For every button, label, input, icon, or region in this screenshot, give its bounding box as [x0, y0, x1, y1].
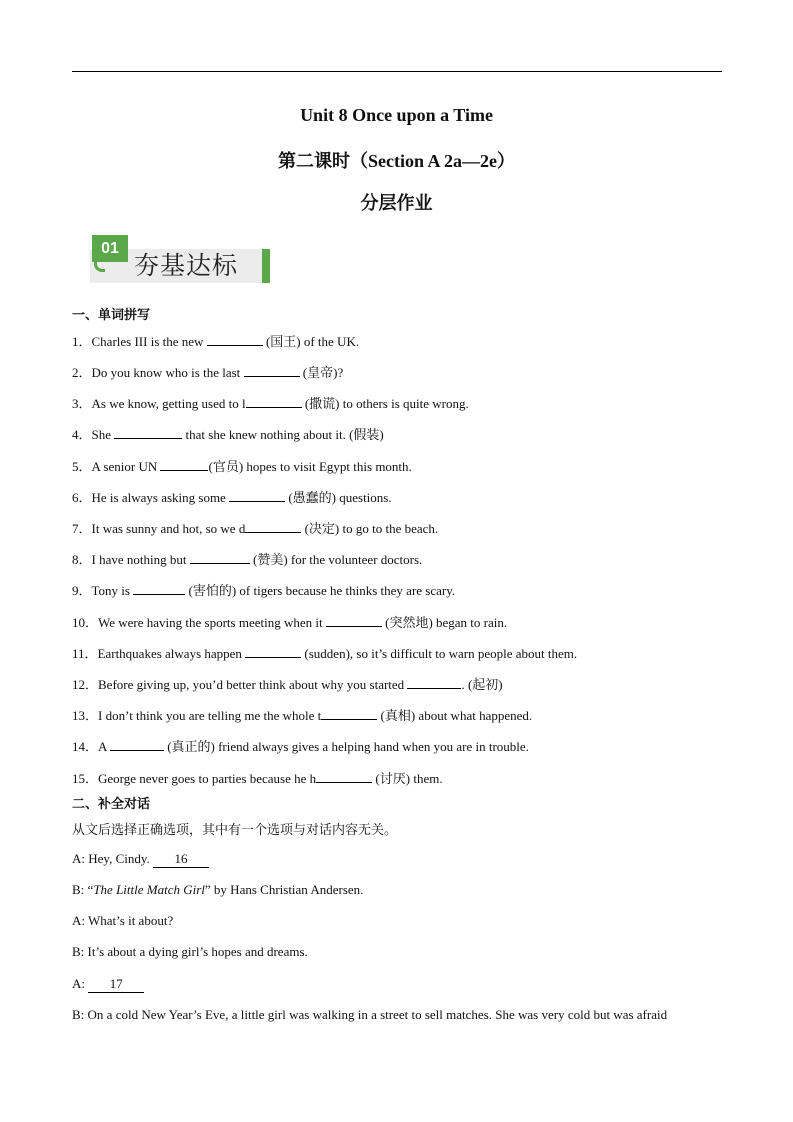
- item-text-pre: Earthquakes always happen: [97, 646, 242, 661]
- answer-blank[interactable]: [229, 488, 285, 502]
- answer-blank-numbered[interactable]: 16: [153, 851, 209, 868]
- section2-heading: 二、补全对话: [72, 797, 151, 812]
- page-title: Unit 8 Once upon a Time: [300, 105, 493, 125]
- item-text-post: (真相) about what happened.: [380, 708, 533, 723]
- item-number: 4．: [72, 427, 92, 442]
- item-number: 3．: [72, 396, 92, 411]
- answer-blank[interactable]: [316, 769, 372, 783]
- list-item: [72, 362, 343, 381]
- list-item: [72, 424, 384, 443]
- list-item: [72, 487, 392, 506]
- item-text-pre: We were having the sports meeting when it: [98, 615, 323, 630]
- item-text-pre: She: [91, 427, 112, 442]
- item-text-pre: Tony is: [91, 583, 130, 598]
- badge-bar: [262, 249, 270, 283]
- dialogue-line: [72, 851, 209, 868]
- answer-blank[interactable]: [245, 644, 301, 658]
- item-number: 12．: [72, 677, 99, 692]
- list-item: [72, 768, 443, 787]
- item-number: 2．: [72, 365, 92, 380]
- dialogue-text: A: Hey, Cindy.: [72, 851, 150, 866]
- item-text-post: (讨厌) them.: [375, 771, 443, 786]
- item-number: 6．: [72, 490, 92, 505]
- answer-blank[interactable]: [190, 550, 250, 564]
- item-text-pre: A senior UN: [91, 459, 158, 474]
- item-text-post: (真正的) friend always gives a helping hand when you are in trouble.: [167, 739, 529, 754]
- item-text-post: (国王) of the UK.: [265, 334, 360, 349]
- item-text-post: (撒谎) to others is quite wrong.: [304, 396, 469, 411]
- assignment-subtitle: 分层作业: [360, 193, 433, 213]
- item-text-pre: It was sunny and hot, so we d: [91, 521, 246, 536]
- book-title: The Little Match Girl: [93, 882, 205, 897]
- item-number: 7．: [72, 521, 92, 536]
- item-text-post: (决定) to go to the beach.: [304, 521, 439, 536]
- header-rule: [72, 71, 722, 72]
- answer-blank[interactable]: [244, 363, 300, 377]
- list-item: [72, 393, 469, 412]
- item-number: 5．: [72, 459, 92, 474]
- item-text-pre: Do you know who is the last: [91, 365, 241, 380]
- badge-label: 夯基达标: [134, 251, 239, 280]
- dialogue-line: B: It’s about a dying girl’s hopes and dreams.: [72, 944, 308, 959]
- list-item: [72, 549, 422, 568]
- item-text-pre: Before giving up, you’d better think about why you started: [98, 677, 405, 692]
- item-number: 11．: [72, 646, 98, 661]
- item-text-pre: I don’t think you are telling me the whole t: [98, 708, 322, 723]
- item-text-pre: A: [98, 739, 107, 754]
- section-badge: [84, 232, 270, 286]
- item-text-post: (突然地) began to rain.: [385, 615, 508, 630]
- list-item: [72, 736, 529, 755]
- item-number: 8．: [72, 552, 92, 567]
- item-text-post: (赞美) for the volunteer doctors.: [252, 552, 423, 567]
- answer-blank[interactable]: [326, 613, 382, 627]
- item-number: 10．: [72, 615, 99, 630]
- answer-blank[interactable]: [246, 394, 302, 408]
- answer-blank[interactable]: [110, 737, 164, 751]
- item-text-pre: Charles III is the new: [91, 334, 204, 349]
- answer-blank-numbered[interactable]: 17: [88, 976, 144, 993]
- item-text-pre: As we know, getting used to l: [91, 396, 246, 411]
- item-text-pre: He is always asking some: [91, 490, 226, 505]
- item-text-post: (官员) hopes to visit Egypt this month.: [208, 459, 412, 474]
- dialogue-line: [72, 882, 363, 898]
- item-text-pre: I have nothing but: [91, 552, 187, 567]
- list-item: [72, 705, 532, 724]
- list-item: [72, 580, 455, 599]
- item-text-post: (愚蠢的) questions.: [288, 490, 392, 505]
- answer-blank[interactable]: [245, 519, 301, 533]
- item-text-post: (皇帝)?: [302, 365, 344, 380]
- answer-blank[interactable]: [321, 706, 377, 720]
- badge-number: 01: [92, 235, 128, 262]
- list-item: [72, 612, 507, 631]
- answer-blank[interactable]: [407, 675, 461, 689]
- item-number: 9．: [72, 583, 92, 598]
- dialogue-text: A:: [72, 976, 85, 991]
- answer-blank[interactable]: [160, 457, 208, 471]
- dialogue-line: A: What’s it about?: [72, 913, 174, 928]
- section1-heading: 一、单词拼写: [72, 308, 151, 323]
- item-number: 15．: [72, 771, 99, 786]
- list-item: [72, 331, 359, 350]
- item-number: 13．: [72, 708, 99, 723]
- item-text-post: . (起初): [461, 677, 503, 692]
- list-item: [72, 456, 412, 475]
- list-item: [72, 643, 577, 662]
- answer-blank[interactable]: [133, 581, 185, 595]
- item-text-post: that she knew nothing about it. (假装): [185, 427, 384, 442]
- section2-instruction: 从文后选择正确选项，其中有一个选项与对话内容无关。: [72, 823, 398, 838]
- dialogue-line: B: On a cold New Year’s Eve, a little girl was walking in a street to sell matches. She was very cold but was afraid: [72, 1007, 668, 1022]
- dialogue-text: ” by Hans Christian Andersen.: [204, 882, 364, 897]
- answer-blank[interactable]: [207, 332, 263, 346]
- list-item: [72, 674, 503, 693]
- lesson-subtitle: 第二课时（Section A 2a—2e）: [278, 151, 515, 171]
- item-text-post: (害怕的) of tigers because he thinks they are scary.: [188, 583, 456, 598]
- answer-blank[interactable]: [114, 425, 182, 439]
- item-number: 1．: [72, 334, 92, 349]
- item-text-pre: George never goes to parties because he h: [98, 771, 317, 786]
- item-number: 14．: [72, 739, 99, 754]
- dialogue-line: [72, 976, 144, 993]
- dialogue-text: B: “: [72, 882, 94, 897]
- item-text-post: (sudden), so it’s difficult to warn people about them.: [304, 646, 578, 661]
- list-item: [72, 518, 438, 537]
